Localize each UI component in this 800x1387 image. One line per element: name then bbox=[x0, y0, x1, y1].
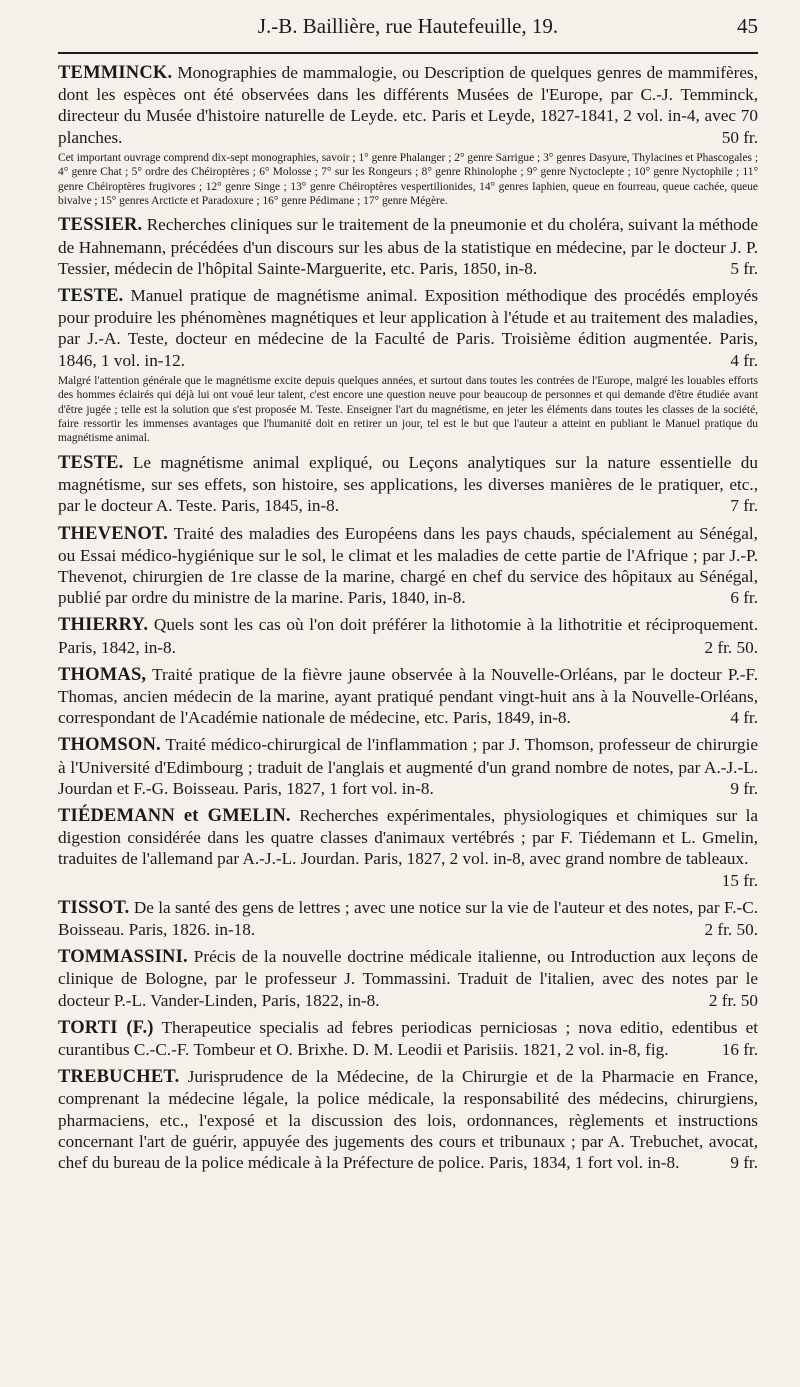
catalog-entry bbox=[58, 805, 758, 891]
entry-description: Traité médico-chirurgical de l'inflammation ; par J. Thomson, professeur de chirurgie à l'Université d'Edimbourg ; traduit de l'anglais et augmenté d'un grand nombre de notes, par A.-J.-L. Jourdan et F.-G. Boisseau. Paris, 1827, 1 fort vol. in-8. bbox=[58, 735, 758, 798]
catalog-entry bbox=[58, 62, 758, 208]
page-number: 45 bbox=[737, 14, 758, 38]
entry-price: 4 fr. bbox=[730, 708, 758, 728]
entry-description: Quels sont les cas où l'on doit préférer la lithotomie à la lithotritie et réciproquement. Paris, 1842, in-8. bbox=[58, 615, 758, 657]
catalog-entry bbox=[58, 452, 758, 517]
entry-price: 50 fr. bbox=[721, 127, 758, 147]
entry-author: TOMMASSINI. bbox=[58, 947, 188, 968]
entry-description: Recherches expérimentales, physiologiques et chimiques sur la digestion considérée dans les quatre classes d'animaux vertébrés ; par F. Tiédemann et L. Gmelin, traduites de l'allemand par A.-J.-L. Jourdan. Paris, 1827, 2 vol. in-8, avec grand nombre de tableaux. bbox=[58, 805, 758, 869]
entry-description: Traité des maladies des Européens dans les pays chauds, spécialement au Sénégal, ou Essai médico-hygiénique sur le sol, le climat et les maladies de cette partie de l'Afrique ; par J.-P. Thevenot, chirurgien de 1re classe de la marine, chargé en chef du service des hôpitaux au Sénégal, publié par ordre du ministre de la marine. Paris, 1840, in-8. bbox=[58, 523, 758, 608]
header-title: J.-B. Baillière, rue Hautefeuille, 19. bbox=[257, 14, 559, 38]
catalog-entry bbox=[58, 1017, 758, 1060]
catalog-entry bbox=[58, 523, 758, 609]
entry-description: Monographies de mammalogie, ou Description de quelques genres de mammifères, dont les espèces ont été observées dans les différents Musées de l'Europe, par C.-J. Temminck, directeur du Musée d'histoire naturelle de Leyde. etc. Paris et Leyde, 1827-1841, 2 vol. in-4, avec 70 planches. bbox=[58, 63, 759, 147]
entry-description: Manuel pratique de magnétisme animal. Exposition méthodique des procédés employés pour produire les phénomènes magnétiques et leur application à l'étude et au traitement des maladies, par J.-A. Teste, docteur en médecine de la Faculté de Paris. Troisième édition augmentée. Paris, 1846, 1 vol. in-12. bbox=[58, 286, 759, 370]
entry-price: 4 fr. bbox=[730, 350, 758, 370]
entry-price: 9 fr. bbox=[730, 778, 758, 798]
entry-price: 9 fr. bbox=[730, 1152, 758, 1172]
catalog-entry bbox=[58, 946, 758, 1011]
entry-price: 16 fr. bbox=[721, 1039, 758, 1059]
catalog-entry bbox=[58, 897, 758, 940]
entry-description: Recherches cliniques sur le traitement de la pneumonie et du choléra, suivant la méthode de Hahnemann, précédées d'un discours sur les abus de la statistique en médecine, par le docteur J. P. Tessier, médecin de l'hôpital Sainte-Marguerite, etc. Paris, 1850, in-8. bbox=[58, 215, 758, 278]
entry-author: TISSOT. bbox=[58, 897, 130, 918]
entry-description: De la santé des gens de lettres ; avec une notice sur la vie de l'auteur et des notes, par F.-C. Boisseau. Paris, 1826. in-18. bbox=[58, 897, 758, 939]
entry-description: Therapeutice specialis ad febres periodicas perniciosas ; nova editio, edentibus et curantibus C.-C.-F. Tombeur et O. Brixhe. D. M. Leodii et Parisiis. 1821, 2 vol. in-8, fig. bbox=[58, 1017, 758, 1059]
entry-author: TESTE. bbox=[58, 452, 124, 473]
entry-author: THEVENOT. bbox=[58, 523, 168, 544]
entry-author: TIÉDEMANN et GMELIN. bbox=[58, 805, 291, 826]
entry-author: TESTE. bbox=[58, 286, 124, 307]
catalog-entry bbox=[58, 214, 758, 279]
entry-description: Jurisprudence de la Médecine, de la Chirurgie et de la Pharmacie en France, comprenant la médecine légale, la police médicale, la responsabilité des médecins, chirurgiens, pharmaciens, etc., l'exposé et la discussion des lois, ordonnances, règlements et instructions concernant l'art de guérir, appuyée des jugements des cours et tribunaux ; par A. Trebuchet, avocat, chef du bureau de la police médicale à la Préfecture de police. Paris, 1834, 1 fort vol. in-8. bbox=[58, 1067, 759, 1172]
entry-author: THOMSON. bbox=[58, 735, 161, 756]
entry-price: 7 fr. bbox=[730, 496, 758, 516]
entry-author: TREBUCHET. bbox=[58, 1067, 180, 1088]
entry-price: 2 fr. 50. bbox=[704, 637, 758, 657]
catalog-entries bbox=[58, 62, 758, 1173]
entry-author: THOMAS, bbox=[58, 664, 147, 685]
entry-author: TORTI (F.) bbox=[58, 1017, 154, 1038]
catalog-entry bbox=[58, 734, 758, 799]
entry-price: 15 fr. bbox=[721, 870, 758, 890]
entry-price: 2 fr. 50 bbox=[708, 990, 758, 1010]
entry-description: Précis de la nouvelle doctrine médicale italienne, ou Introduction aux leçons de clinique de Bologne, par le professeur J. Tommassini. Traduit de l'italien, avec des notes par le docteur P.-L. Vander-Linden, Paris, 1822, in-8. bbox=[58, 947, 758, 1010]
entry-price: 5 fr. bbox=[730, 258, 758, 278]
entry-author: TEMMINCK. bbox=[58, 63, 173, 83]
entry-note: Cet important ouvrage comprend dix-sept monographies, savoir ; 1° genre Phalanger ; 2° genre Sarrigue ; 3° genres Dasyure, Thylacines et Phascogales ; 4° genre Chat ; 5° ordre des Chéiroptères ; 6° Molosse ; 7° sur les Rongeurs ; 8° genre Rhinolophe ; 9° genre Nyctoclepte ; 10° genre Nyctophile ; 11° genre Chéiroptères frugivores ; 12° genre Singe ; 13° genre Chéiroptères vespertilionides, 14° genres Iaphien, queue en fourreau, queue cachée, queue bivalve ; 15° genres Arcticte et Paradoxure ; 16° genre Pédimane ; 17° genre Mégère. bbox=[58, 151, 758, 208]
entry-price: 2 fr. 50. bbox=[704, 919, 758, 939]
catalog-entry bbox=[58, 614, 758, 657]
entry-author: THIERRY. bbox=[58, 615, 149, 636]
entry-description: Le magnétisme animal expliqué, ou Leçons analytiques sur la nature essentielle du magnétisme, sur ses effets, son histoire, ses applications, les diverses manières de le pratiquer, etc., par le docteur A. Teste. Paris, 1845, in-8. bbox=[58, 452, 758, 516]
catalog-entry bbox=[58, 664, 758, 729]
entry-description: Traité pratique de la fièvre jaune observée à la Nouvelle-Orléans, par le docteur P.-F. Thomas, ancien médecin de la marine, ayant pratiqué pendant vingt-huit ans à la Nouvelle-Orléans, correspondant de l'Académie nationale de médecine, etc. Paris, 1849, in-8. bbox=[58, 664, 758, 728]
entry-note: Malgré l'attention générale que le magnétisme excite depuis quelques années, et surtout dans toutes les contrées de l'Europe, malgré les louables efforts des hommes éclairés qui déjà lui ont voué leur talent, c'est encore une question neuve pour beaucoup de personnes et qui demande d'être étudiée avant d'être jugée ; telle est la solution que s'est proposée M. Teste. Enseigner l'art du magnétisme, en jeter les éléments dans toutes les classes de la société, faire ressortir les immenses avantages que l'humanité doit en retirer un jour, tel est le but que l'auteur a atteint en publiant le Manuel pratique du magnétisme animal. bbox=[58, 374, 758, 445]
entry-price: 6 fr. bbox=[730, 588, 758, 608]
catalog-entry bbox=[58, 285, 758, 446]
entry-author: TESSIER. bbox=[58, 215, 143, 236]
header-rule bbox=[58, 52, 758, 54]
catalog-entry bbox=[58, 1066, 758, 1173]
running-header bbox=[58, 0, 758, 48]
